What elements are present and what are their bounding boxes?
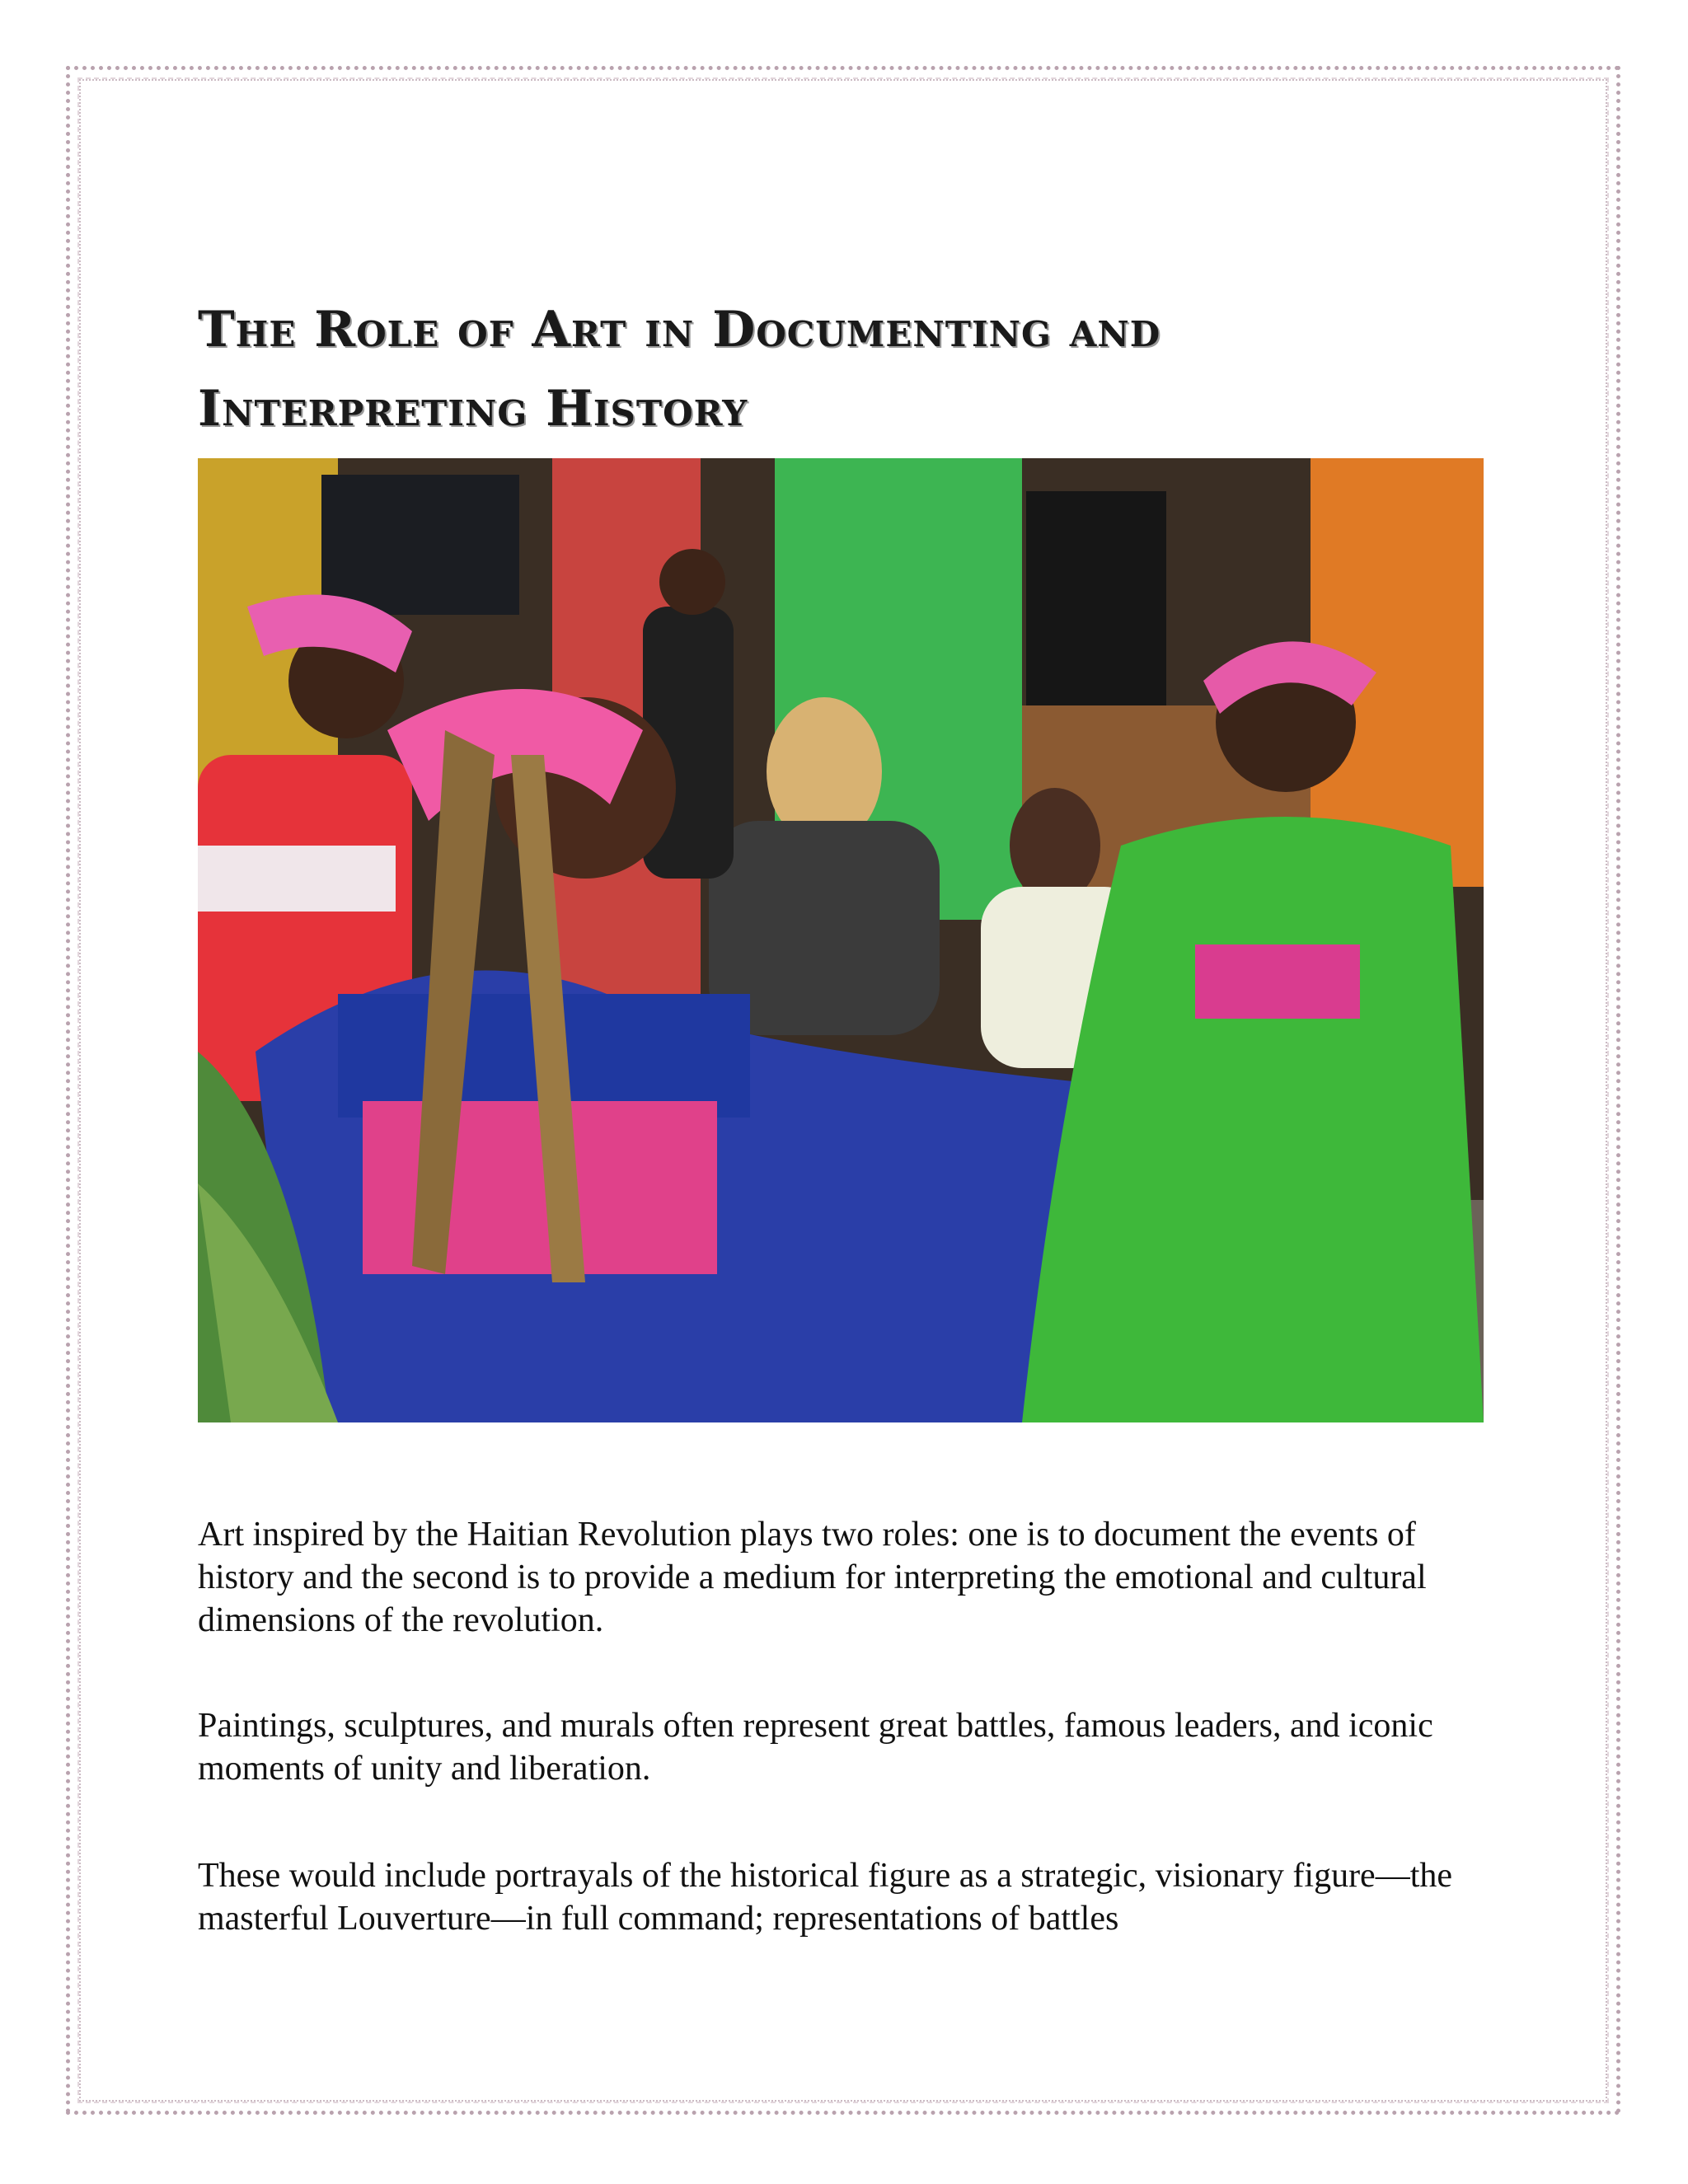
paragraph-1: Art inspired by the Haitian Revolution plays two roles: one is to document the events of history and the second is to provide a medium for interpreting the emotional and cultural dimensions of the revolution.: [198, 1516, 1427, 1639]
page-title: The Role of Art in Documenting and Interpreting History: [198, 301, 1161, 438]
paragraph-3: These would include portrayals of the historical figure as a strategic, visionary figure—the masterful Louverture—in full command; representations of battles: [198, 1857, 1453, 1938]
paragraph-2: Paintings, sculptures, and murals often represent great battles, famous leaders, and iconic moments of unity and liberation.: [198, 1707, 1433, 1788]
dancers-photo: [198, 458, 1484, 1422]
